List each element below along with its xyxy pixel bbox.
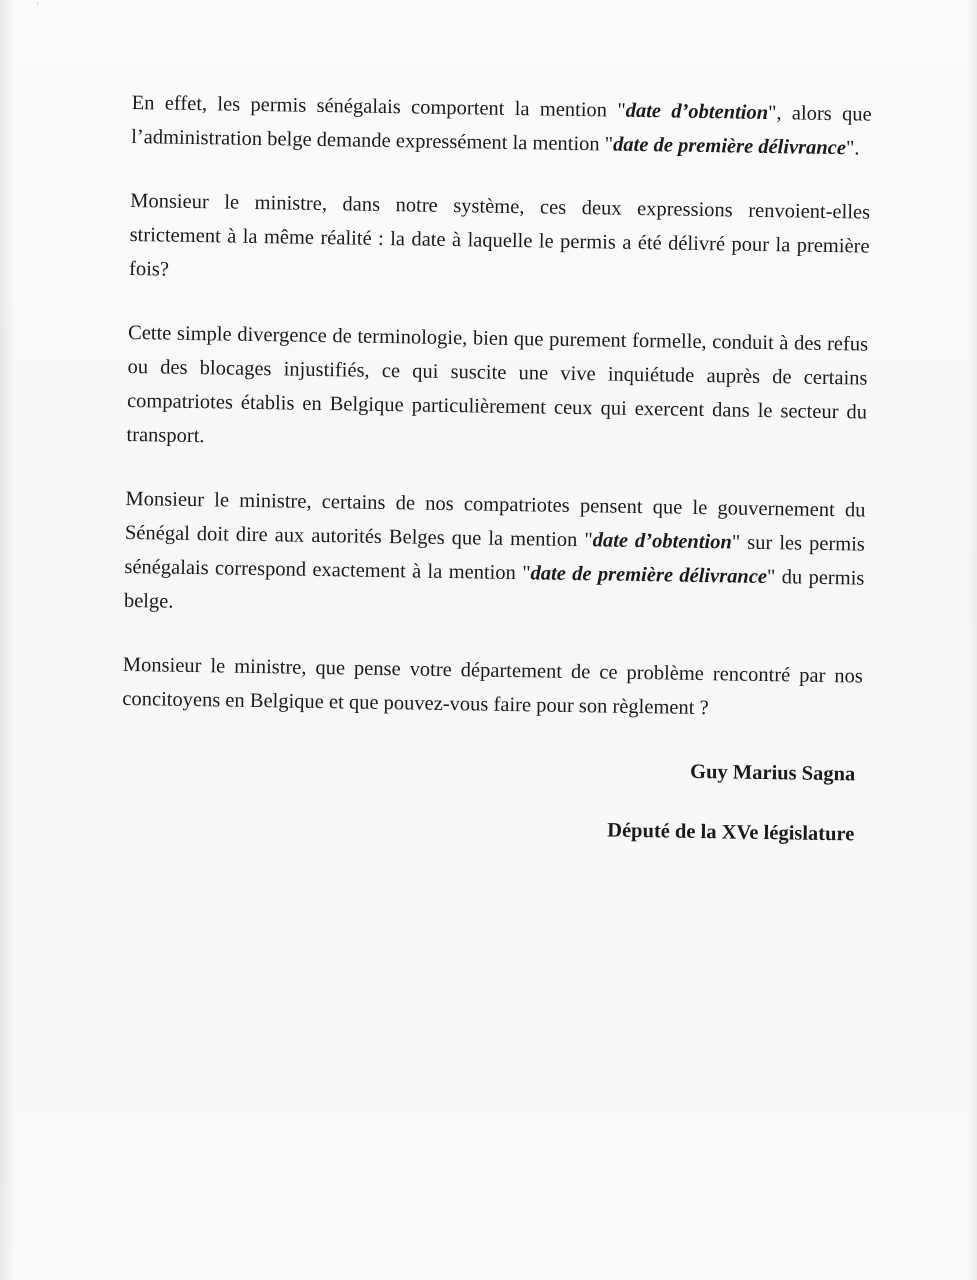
term-date-premiere-delivrance: date de première délivrance [612, 133, 847, 160]
document-body [120, 86, 872, 852]
term-date-obtention-second: date d’obtention [592, 529, 733, 554]
page-corner-mark [36, 4, 46, 10]
paragraph-government-mention [124, 482, 866, 630]
signature-title: Député de la XVe législature [607, 819, 855, 846]
paragraph-question-expressions: Monsieur le ministre, dans notre système, ces deux expressions renvoient-elles strictement à la même réalité : la date à laquelle le permis a été délivré pour la première fois? [128, 189, 871, 281]
signature-name: Guy Marius Sagna [689, 760, 856, 786]
paragraph-1-part-2: ", alors que l’administration belge demande expressément la mention " [131, 101, 872, 156]
paragraph-1-part-1: En effet, les permis sénégalais comportent la mention " [131, 91, 626, 122]
paragraph-1-part-3: ". [845, 137, 860, 160]
paragraph-4-part-3: " du permis belge. [123, 566, 865, 613]
paragraph-4-part-2: " sur les permis sénégalais correspond exactement à la mention " [124, 531, 866, 585]
term-date-premiere-delivrance-second: date de première délivrance [530, 562, 768, 589]
paragraph-4-part-1: Monsieur le ministre, certains de nos compatriotes pensent que le gouvernement du Sénégal doit dire aux autorités Belges que la mention " [124, 487, 866, 552]
paragraph-department-question: Monsieur le ministre, que pense votre département de ce problème rencontré par nos concitoyens en Belgique et que pouvez-vous faire pour son règlement ? [122, 653, 863, 720]
term-date-obtention: date d’obtention [625, 99, 769, 124]
paragraph-permis-mention [131, 86, 872, 166]
paragraph-terminology-divergence: Cette simple divergence de terminologie, bien que purement formelle, conduit à des refus ou des blocages injustifiés, ce qui suscite une vive inquiétude auprès de certains compatriotes établis en Belgique particulièrement ceux qui exercent dans le secteur du transport. [126, 321, 869, 448]
